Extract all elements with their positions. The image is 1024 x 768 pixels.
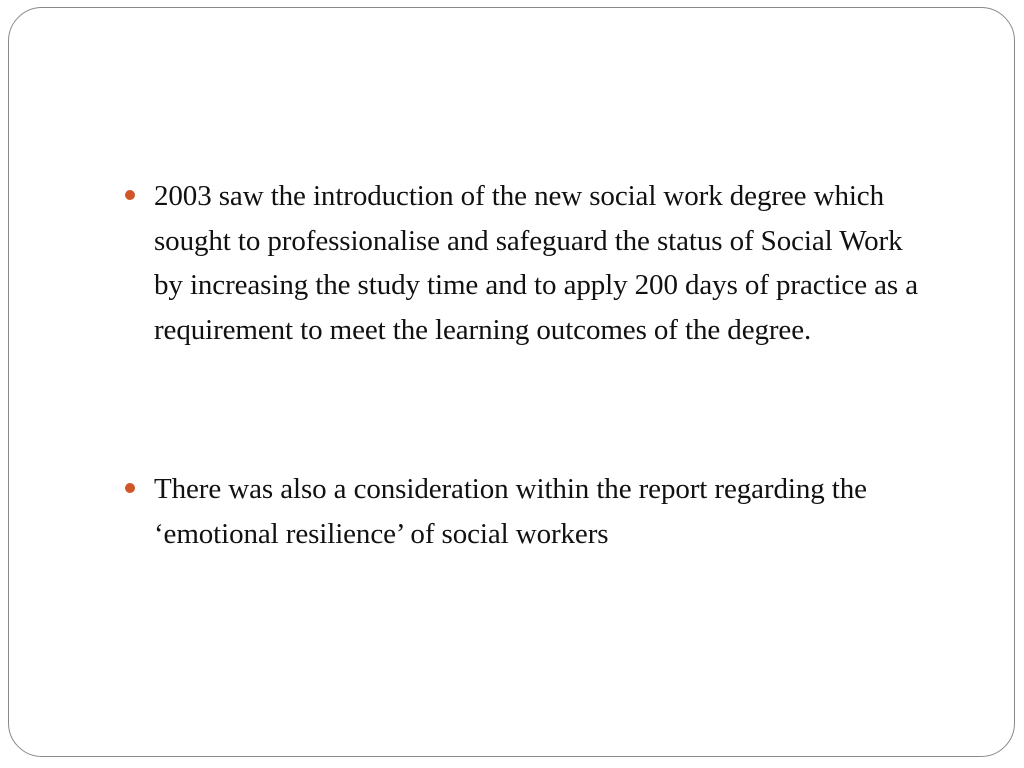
bullet-text: There was also a consideration within the report regarding the ‘emotional resilience’ of social workers [154,473,867,550]
bullet-dot-icon [125,190,135,200]
slide-frame [8,7,1015,757]
bullet-list [121,174,921,556]
bullet-item-emotional-resilience [121,467,921,556]
bullet-item-degree-introduction [121,174,921,352]
bullet-text: 2003 saw the introduction of the new social work degree which sought to professionalise and safeguard the status of Social Work by increasing the study time and to apply 200 days of practice as a requirement to meet the learning outcomes of the degree. [154,180,918,346]
bullet-dot-icon [125,483,135,493]
